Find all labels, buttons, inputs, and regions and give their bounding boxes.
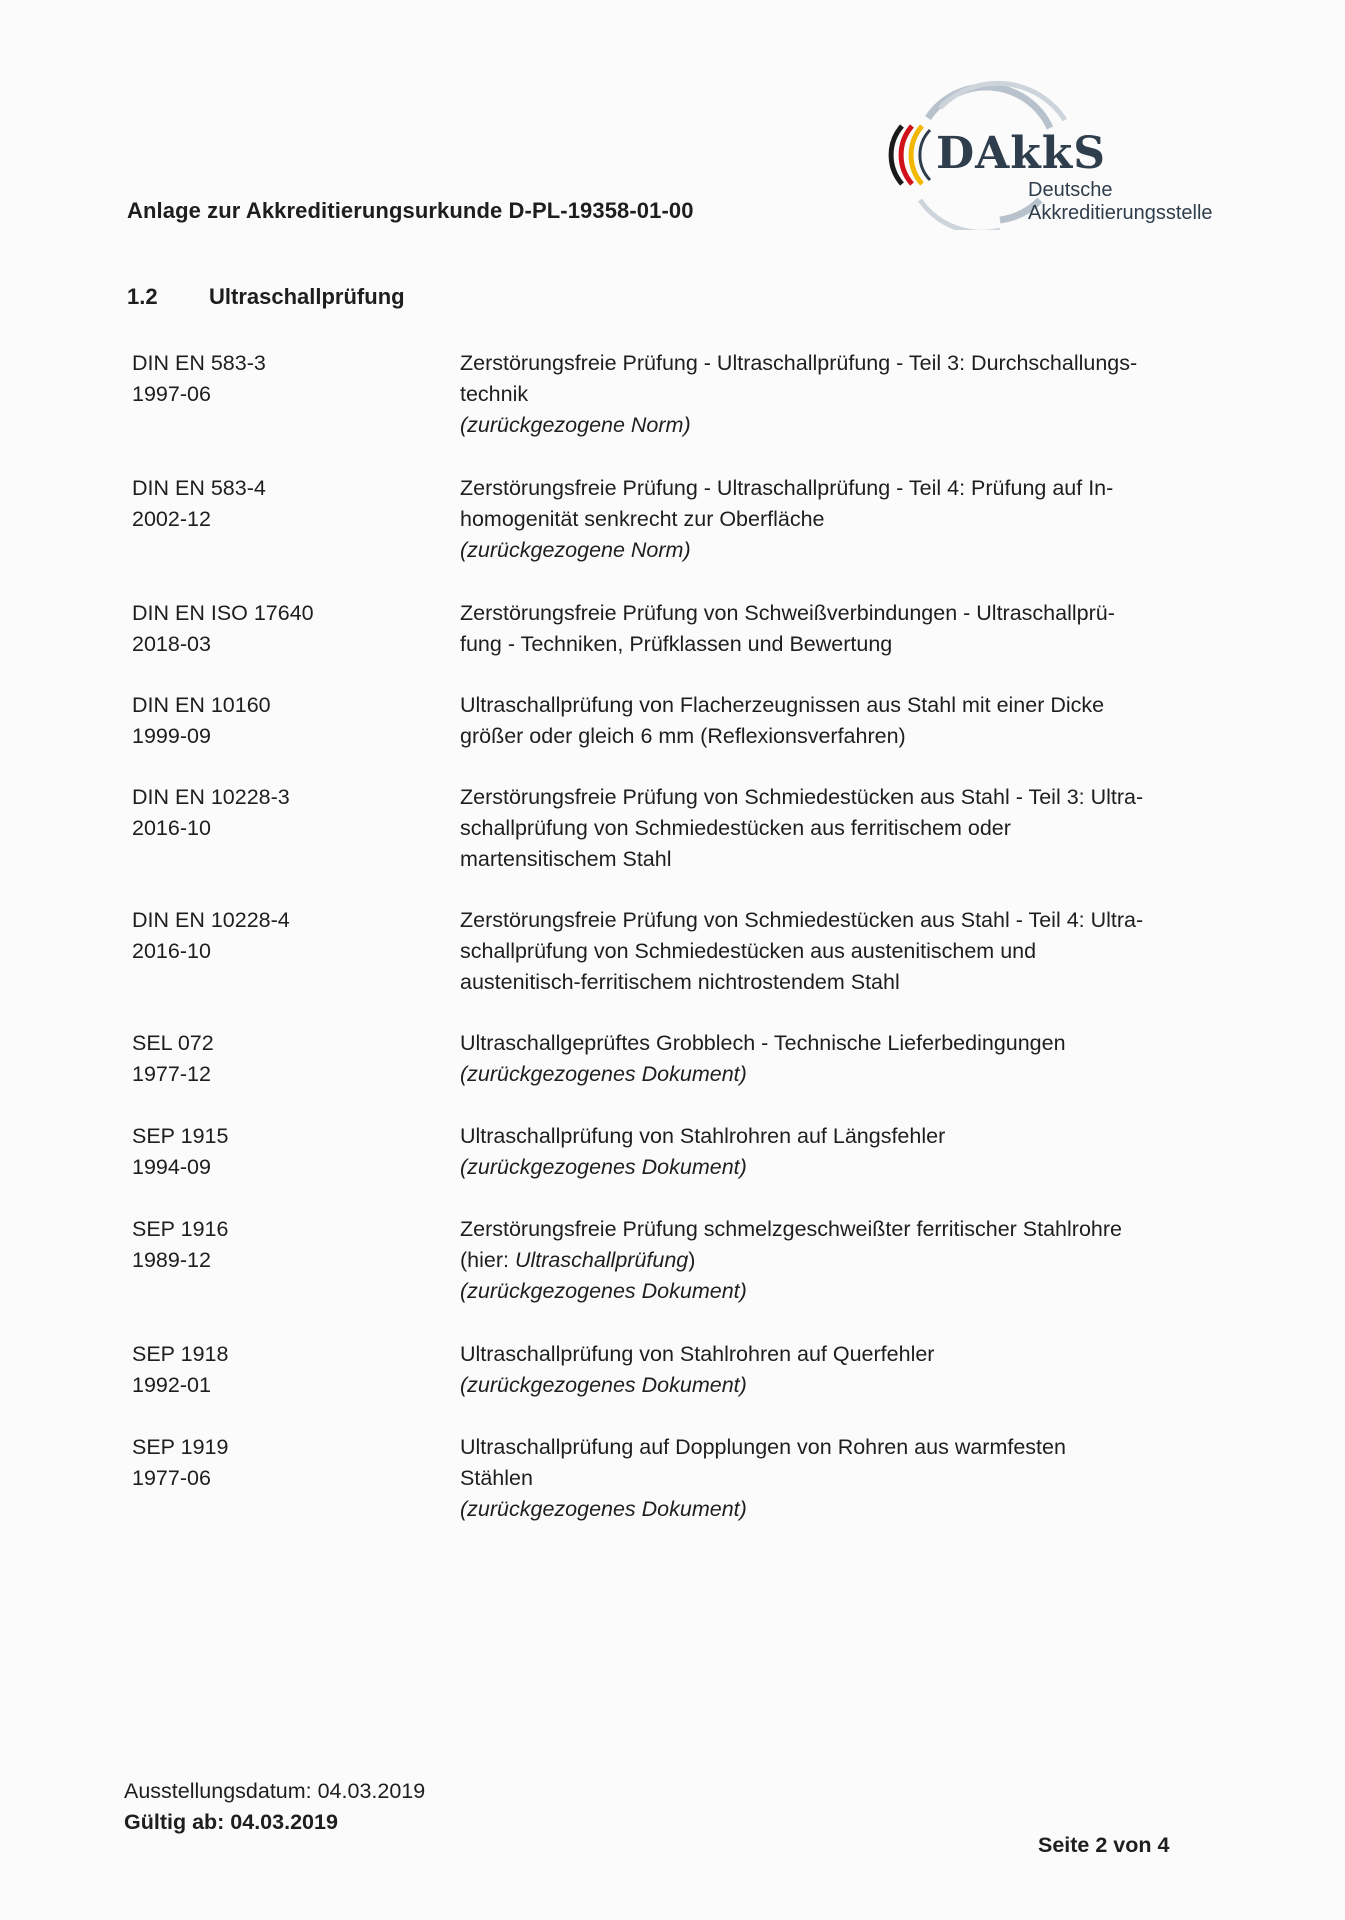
withdrawn-note: (zurückgezogenes Dokument) bbox=[460, 1062, 747, 1086]
withdrawn-note: (zurückgezogenes Dokument) bbox=[460, 1279, 747, 1303]
standard-description: schallprüfung von Schmiedestücken aus ferritischem oder bbox=[460, 816, 1011, 840]
standard-description: Zerstörungsfreie Prüfung von Schmiedestücken aus Stahl - Teil 3: Ultra- bbox=[460, 785, 1144, 809]
standard-code: DIN EN 10228-3 bbox=[132, 785, 290, 809]
list-item bbox=[132, 473, 1212, 598]
standard-description: Ultraschallprüfung von Flacherzeugnissen aus Stahl mit einer Dicke bbox=[460, 693, 1105, 717]
standard-code: SEP 1919 bbox=[132, 1435, 229, 1459]
list-item bbox=[132, 690, 1212, 782]
standard-description: austenitisch-ferritischem nichtrostendem Stahl bbox=[460, 970, 900, 994]
standard-date: 2016-10 bbox=[132, 939, 211, 963]
standard-code: SEP 1915 bbox=[132, 1124, 229, 1148]
standard-description: Ultraschallprüfung auf Dopplungen von Rohren aus warmfesten bbox=[460, 1435, 1066, 1459]
list-item bbox=[132, 1214, 1212, 1339]
standard-description: Stählen bbox=[460, 1466, 533, 1490]
standard-date: 1997-06 bbox=[132, 382, 211, 406]
standard-code: DIN EN 10228-4 bbox=[132, 908, 290, 932]
list-item bbox=[132, 905, 1212, 1028]
list-item bbox=[132, 1121, 1212, 1214]
list-item bbox=[132, 1432, 1212, 1557]
withdrawn-note: (zurückgezogene Norm) bbox=[460, 413, 691, 437]
standard-code: DIN EN 583-3 bbox=[132, 351, 266, 375]
standard-description: homogenität senkrecht zur Oberfläche bbox=[460, 507, 825, 531]
standard-code: SEP 1916 bbox=[132, 1217, 229, 1241]
page-number: Seite 2 von 4 bbox=[1038, 1833, 1170, 1857]
standard-date: 2018-03 bbox=[132, 632, 211, 656]
standard-description: fung - Techniken, Prüfklassen und Bewertung bbox=[460, 632, 893, 656]
standard-date: 2016-10 bbox=[132, 816, 211, 840]
standard-code: DIN EN 10160 bbox=[132, 693, 271, 717]
standard-description: Ultraschallprüfung von Stahlrohren auf Längsfehler bbox=[460, 1124, 946, 1148]
standard-date: 1992-01 bbox=[132, 1373, 211, 1397]
logo-wordmark: DAkkS bbox=[936, 128, 1107, 179]
standard-description: größer oder gleich 6 mm (Reflexionsverfahren) bbox=[460, 724, 906, 748]
scope-italic: Ultraschallprüfung bbox=[514, 1248, 689, 1272]
list-item bbox=[132, 1339, 1212, 1432]
standard-description: Zerstörungsfreie Prüfung - Ultraschallprüfung - Teil 3: Durchschallungs- bbox=[460, 351, 1138, 375]
section-title: Ultraschallprüfung bbox=[209, 284, 405, 309]
logo-text-line2: Akkreditierungsstelle bbox=[1028, 202, 1213, 224]
valid-from-date: Gültig ab: 04.03.2019 bbox=[124, 1810, 338, 1834]
standard-code: SEP 1918 bbox=[132, 1342, 229, 1366]
standard-description: martensitischem Stahl bbox=[460, 847, 672, 871]
list-item bbox=[132, 598, 1212, 690]
standard-date: 2002-12 bbox=[132, 507, 211, 531]
list-item bbox=[132, 1028, 1212, 1121]
standard-date: 1977-12 bbox=[132, 1062, 211, 1086]
list-item bbox=[132, 782, 1212, 905]
section-number: 1.2 bbox=[127, 284, 158, 309]
standard-description: Ultraschallgeprüftes Grobblech - Technische Lieferbedingungen bbox=[460, 1031, 1066, 1055]
standard-description: Zerstörungsfreie Prüfung - Ultraschallprüfung - Teil 4: Prüfung auf In- bbox=[460, 476, 1114, 500]
standard-date: 1999-09 bbox=[132, 724, 211, 748]
withdrawn-note: (zurückgezogenes Dokument) bbox=[460, 1373, 747, 1397]
list-item bbox=[132, 348, 1212, 473]
section-heading bbox=[127, 284, 405, 310]
standard-code: SEL 072 bbox=[132, 1031, 214, 1055]
standard-description: Zerstörungsfreie Prüfung von Schmiedestücken aus Stahl - Teil 4: Ultra- bbox=[460, 908, 1144, 932]
standard-code: DIN EN 583-4 bbox=[132, 476, 266, 500]
withdrawn-note: (zurückgezogenes Dokument) bbox=[460, 1497, 747, 1521]
withdrawn-note: (zurückgezogenes Dokument) bbox=[460, 1155, 747, 1179]
standards-list bbox=[132, 348, 1212, 1557]
issue-date: Ausstellungsdatum: 04.03.2019 bbox=[124, 1779, 426, 1803]
standard-description: technik bbox=[460, 382, 529, 406]
standard-description: schallprüfung von Schmiedestücken aus austenitischem und bbox=[460, 939, 1037, 963]
standard-description: Ultraschallprüfung von Stahlrohren auf Querfehler bbox=[460, 1342, 935, 1366]
standard-code: DIN EN ISO 17640 bbox=[132, 601, 314, 625]
standard-date: 1989-12 bbox=[132, 1248, 211, 1272]
document-title: Anlage zur Akkreditierungsurkunde D-PL-19358-01-00 bbox=[127, 198, 694, 223]
standard-description: Zerstörungsfreie Prüfung schmelzgeschweißter ferritischer Stahlrohre bbox=[460, 1217, 1122, 1241]
logo-text-line1: Deutsche bbox=[1028, 179, 1113, 201]
scope-prefix: (hier: bbox=[460, 1248, 515, 1272]
withdrawn-note: (zurückgezogene Norm) bbox=[460, 538, 691, 562]
scope-suffix: ) bbox=[688, 1248, 696, 1272]
standard-description: Zerstörungsfreie Prüfung von Schweißverbindungen - Ultraschallprü- bbox=[460, 601, 1115, 625]
standard-date: 1994-09 bbox=[132, 1155, 211, 1179]
standard-date: 1977-06 bbox=[132, 1466, 211, 1490]
standard-scope-line bbox=[460, 1245, 1212, 1276]
dakks-logo bbox=[880, 80, 1240, 230]
